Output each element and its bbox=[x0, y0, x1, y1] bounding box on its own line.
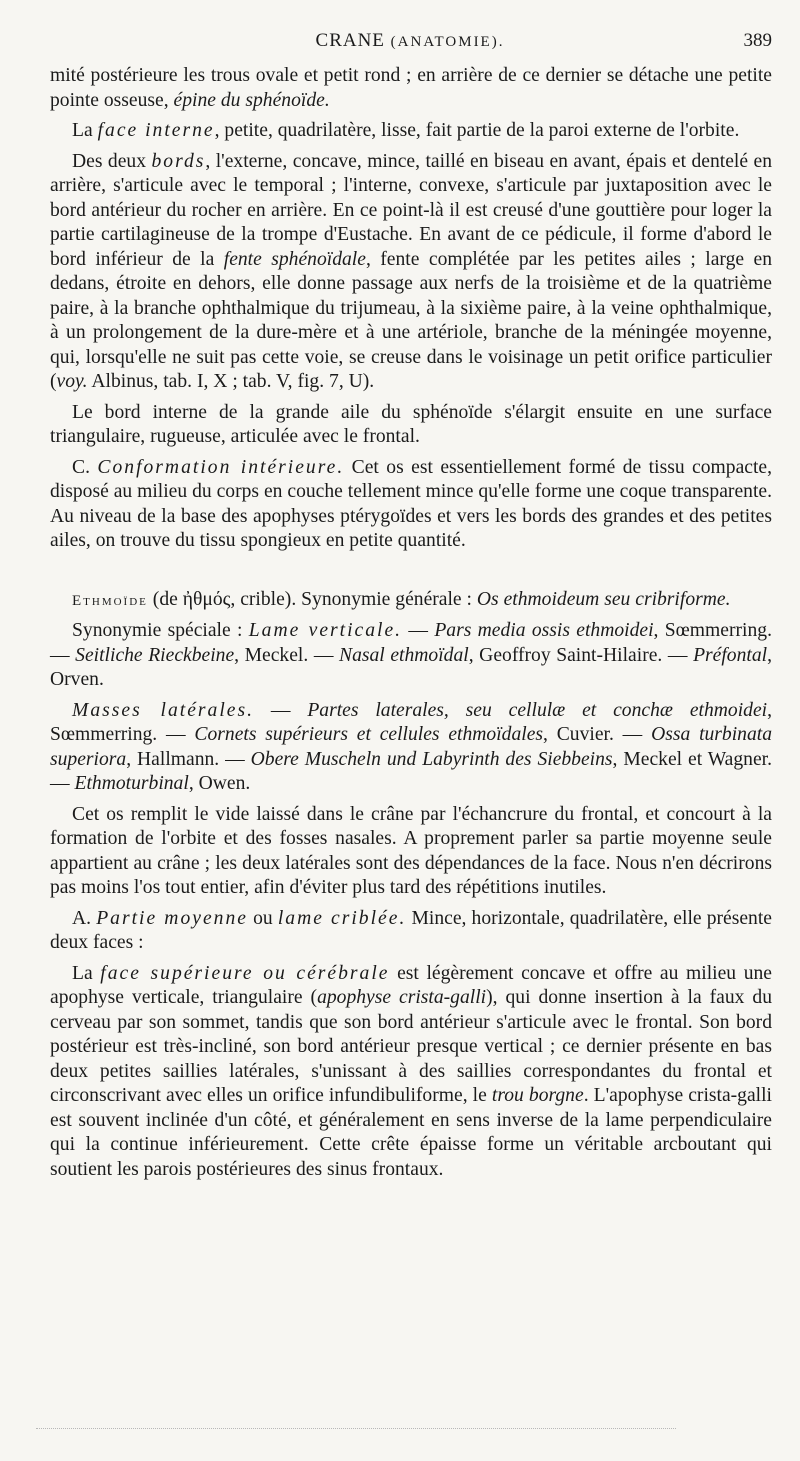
section-heading: lame criblée. bbox=[277, 907, 407, 929]
footer-rule bbox=[36, 1428, 676, 1431]
text-run: Synonymie spéciale : bbox=[72, 620, 243, 641]
spaced-term: Masses latérales. bbox=[72, 699, 255, 721]
text-run: ou bbox=[247, 907, 273, 929]
running-header bbox=[48, 30, 772, 56]
italic-term: Ossa turbinata superiora bbox=[50, 724, 773, 770]
italic-term: Pars media ossis ethmoidei bbox=[434, 620, 654, 641]
text-run: , petite, quadrilatère, lisse, fait partie de la paroi externe de l'orbite. bbox=[214, 120, 740, 141]
paragraph-3 bbox=[50, 150, 772, 395]
italic-term: Ethmoturbinal bbox=[74, 773, 189, 794]
italic-term: Préfontal bbox=[693, 644, 768, 666]
italic-term: Seitliche Rieckbeine bbox=[75, 644, 235, 666]
text-run: — bbox=[402, 620, 428, 641]
paragraph-7 bbox=[50, 619, 772, 693]
text-run: Cet os remplit le vide laissé dans le crâne par l'échancrure du frontal, et concourt à la formation de l'orbite et des fosses nasales. A proprement parler sa partie moyenne seule appartient au crâne ; les deux latérales sont des dépendances de la face. Nous n'en décrirons pas moins l'os tout entier, afin d'éviter plus tard des répétitions inutiles. bbox=[50, 803, 772, 898]
page-number: 389 bbox=[743, 30, 772, 51]
text-run: — bbox=[254, 699, 291, 721]
italic-term: apophyse crista-galli bbox=[317, 987, 487, 1008]
paragraph-2 bbox=[50, 119, 772, 144]
italic-term: trou borgne bbox=[491, 1085, 584, 1106]
running-title bbox=[48, 30, 772, 52]
italic-term: Obere Muscheln und Labyrinth des Siebbeins bbox=[250, 748, 613, 770]
text-run: (de ἠθμός, crible). Synonymie générale : bbox=[147, 588, 472, 610]
entry-heading: Ethmoïde bbox=[72, 592, 148, 609]
text-run: , Orven. bbox=[50, 644, 772, 690]
paragraph-8 bbox=[50, 699, 772, 797]
text-run: Le bord interne de la grande aile du sphénoïde s'élargit ensuite en une surface triangulaire, rugueuse, articulée avec le frontal. bbox=[50, 401, 772, 447]
section-letter: C. bbox=[72, 456, 90, 478]
text-run: . L'apophyse crista-galli est souvent inclinée d'un côté, et généralement en sens inverse de la lame perpendiculaire qui la continue inférieurement. Cette crête épaisse forme un véritable arcboutant qui soutient les parois postérieures des sinus frontaux. bbox=[50, 1085, 773, 1180]
page-body bbox=[50, 64, 772, 1188]
text-run: , fente complétée par les petites ailes ; large en dedans, étroite en dehors, elle donne passage aux nerfs de la troisième et de la quatrième paire, à la branche ophthalmique du trijumeau, à la sixième paire, à la veine ophthalmique, à un prolongement de la dure-mère et à une artériole, branche de la méningée moyenne, qui, lorsqu'elle ne suit pas cette voie, se creuse dans le voisinage un petit orifice particulier ( bbox=[50, 248, 772, 392]
text-run: , Meckel. — bbox=[234, 644, 334, 666]
text-run: , Sœmmerring. — bbox=[50, 620, 772, 666]
text-run: La bbox=[72, 120, 93, 141]
section-letter: A. bbox=[72, 907, 92, 929]
paragraph-10 bbox=[50, 907, 772, 956]
italic-term: fente sphénoïdale bbox=[223, 248, 366, 270]
paragraph-9 bbox=[50, 803, 772, 901]
text-run: , Geoffroy Saint-Hilaire. — bbox=[468, 644, 688, 666]
running-title-main: CRANE bbox=[315, 30, 385, 51]
text-run: , Sœmmerring. — bbox=[50, 699, 772, 745]
text-run: Des deux bbox=[72, 150, 147, 172]
italic-term: Cornets supérieurs et cellules ethmoïdales bbox=[194, 724, 544, 745]
paragraph-5 bbox=[50, 456, 772, 554]
text-run: La bbox=[72, 962, 93, 984]
text-run: , Cuvier. — bbox=[543, 724, 643, 745]
italic-term: voy. bbox=[56, 371, 88, 392]
paragraph-6 bbox=[50, 588, 772, 614]
section-heading: Conformation intérieure. bbox=[97, 456, 345, 478]
text-run: Cet os est essentiellement formé de tissu compacte, disposé au milieu du corps en couche tellement mince qu'elle forme une coque transparente. Au niveau de la base des apophyses ptérygoïdes et vers les bords des grandes et des petites ailes, on trouve du tissu spongieux en petite quantité. bbox=[50, 456, 773, 551]
paragraph-1 bbox=[50, 64, 772, 113]
text-run: , Owen. bbox=[188, 773, 251, 794]
spaced-term: face interne bbox=[97, 120, 215, 141]
italic-term: Partes laterales, seu cellulæ et conchæ ethmoidei bbox=[307, 699, 768, 721]
paragraph-11 bbox=[50, 962, 772, 1183]
spaced-term: bords bbox=[151, 150, 206, 172]
text-run: est légèrement concave et offre au milieu une apophyse verticale, triangulaire ( bbox=[50, 962, 772, 1008]
section-heading: Partie moyenne bbox=[96, 907, 248, 929]
running-title-sub: (ANATOMIE). bbox=[390, 34, 505, 50]
text-run: , Meckel et Wagner. — bbox=[50, 748, 772, 794]
text-run: Mince, horizontale, quadrilatère, elle présente deux faces : bbox=[50, 907, 772, 953]
spaced-term: Lame verticale. bbox=[248, 620, 403, 641]
italic-term: Os ethmoideum seu cribriforme. bbox=[476, 588, 731, 610]
paragraph-4 bbox=[50, 401, 772, 450]
text-run: mité postérieure les trous ovale et petit rond ; en arrière de ce dernier se détache une petite pointe osseuse, bbox=[50, 65, 772, 111]
text-run: , l'externe, concave, mince, taillé en biseau en avant, épais et dentelé en arrière, s'articule avec le temporal ; l'interne, convexe, s'articule par juxtaposition avec le bord antérieur du rocher en arrière. En ce point-là il est creusé d'une gouttière pour loger la partie cartilagineuse de la trompe d'Eustache. En avant de ce pédicule, il forme d'abord le bord inférieur de la bbox=[50, 150, 772, 270]
spaced-term: face supérieure ou cérébrale bbox=[100, 962, 390, 984]
italic-term: Nasal ethmoïdal bbox=[339, 644, 469, 666]
text-run: ), qui donne insertion à la faux du cerveau par son sommet, tandis que son bord antérieur s'articule avec le frontal. Son bord postérieur est très-incliné, son bord antérieur presque vertical ; ce dernier présente en bas deux petites saillies latérales, s'unissant à des saillies correspondantes du frontal et circonscrivant avec elles un orifice infundibuliforme, le bbox=[50, 987, 772, 1106]
italic-term: épine du sphénoïde. bbox=[173, 89, 330, 111]
text-run: Albinus, tab. I, X ; tab. V, fig. 7, U). bbox=[87, 371, 375, 392]
text-run: , Hallmann. — bbox=[126, 748, 245, 770]
